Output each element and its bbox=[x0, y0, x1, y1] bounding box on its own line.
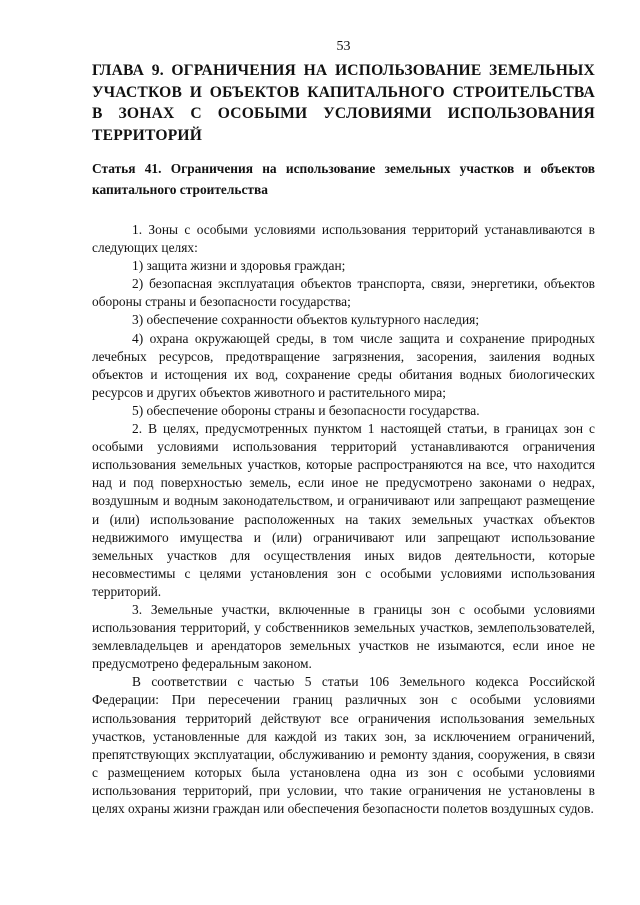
page-number: 53 bbox=[336, 39, 351, 54]
paragraph-land-code-reference: В соответствии с частью 5 статьи 106 Земельного кодекса Российской Федерации: При пересечении границ различных зон с особыми условиями использования территорий действуют все ограничения использования земельных участков, установленные для каждой из таких зон, за исключением ограничений, препятствующих эксплуатации, обслуживанию и ремонту здания, сооружения, в связи с размещением которых была установлена одна из зон с особыми условиями использования территорий, при условии, что такие ограничения не установлены в целях охраны жизни граждан или обеспечения безопасности полетов воздушных судов. bbox=[92, 674, 595, 816]
paragraph-clause-3: 3. Земельные участки, включенные в границы зон с особыми условиями использования территорий, у собственников земельных участков, землепользователей, землевладельцев и арендаторов земельных участков не изымаются, если иное не предусмотрено федеральным законом. bbox=[92, 601, 595, 672]
paragraph-clause-2: 2. В целях, предусмотренных пунктом 1 настоящей статьи, в границах зон с особыми условиями использования территорий устанавливаются ограничения использования земельных участков, которые распространяются на все, что находится над и под поверхностью земель, если иное не предусмотрено законами о недрах, воздушным и водным законодательством, и ограничивают или запрещают размещение и (или) использование расположенных на таких земельных участках объектов недвижимого имущества и (или) ограничивают или запрещают использование земельных участков для осуществления иных видов деятельности, которые несовместимы с целями установления зон с особыми условиями использования территорий. bbox=[92, 421, 595, 599]
paragraph-item-3: 3) обеспечение сохранности объектов культурного наследия; bbox=[132, 312, 480, 328]
chapter-title: ГЛАВА 9. ОГРАНИЧЕНИЯ НА ИСПОЛЬЗОВАНИЕ ЗЕМЕЛЬНЫХ УЧАСТКОВ И ОБЪЕКТОВ КАПИТАЛЬНОГО СТРОИТЕЛЬСТВА В ЗОНАХ С ОСОБЫМИ УСЛОВИЯМИ ИСПОЛЬЗОВАНИЯ ТЕРРИТОРИЙ bbox=[92, 62, 595, 144]
paragraph-item-5: 5) обеспечение обороны страны и безопасности государства. bbox=[132, 402, 480, 418]
article-title: Статья 41. Ограничения на использование земельных участков и объектов капитального строительства bbox=[92, 161, 595, 197]
paragraph-item-2: 2) безопасная эксплуатация объектов транспорта, связи, энергетики, объектов обороны страны и безопасности государства; bbox=[92, 276, 595, 310]
paragraph-item-1: 1) защита жизни и здоровья граждан; bbox=[132, 258, 346, 274]
paragraph-clause-1: 1. Зоны с особыми условиями использования территорий устанавливаются в следующих целях: bbox=[92, 222, 595, 256]
paragraph-item-4: 4) охрана окружающей среды, в том числе защита и сохранение природных лечебных ресурсов, предотвращение загрязнения, засорения, заиления водных объектов и истощения их вод, сохранение среды обитания водных биологических ресурсов и других объектов животного и растительного мира; bbox=[92, 330, 595, 400]
article-body bbox=[92, 221, 595, 818]
